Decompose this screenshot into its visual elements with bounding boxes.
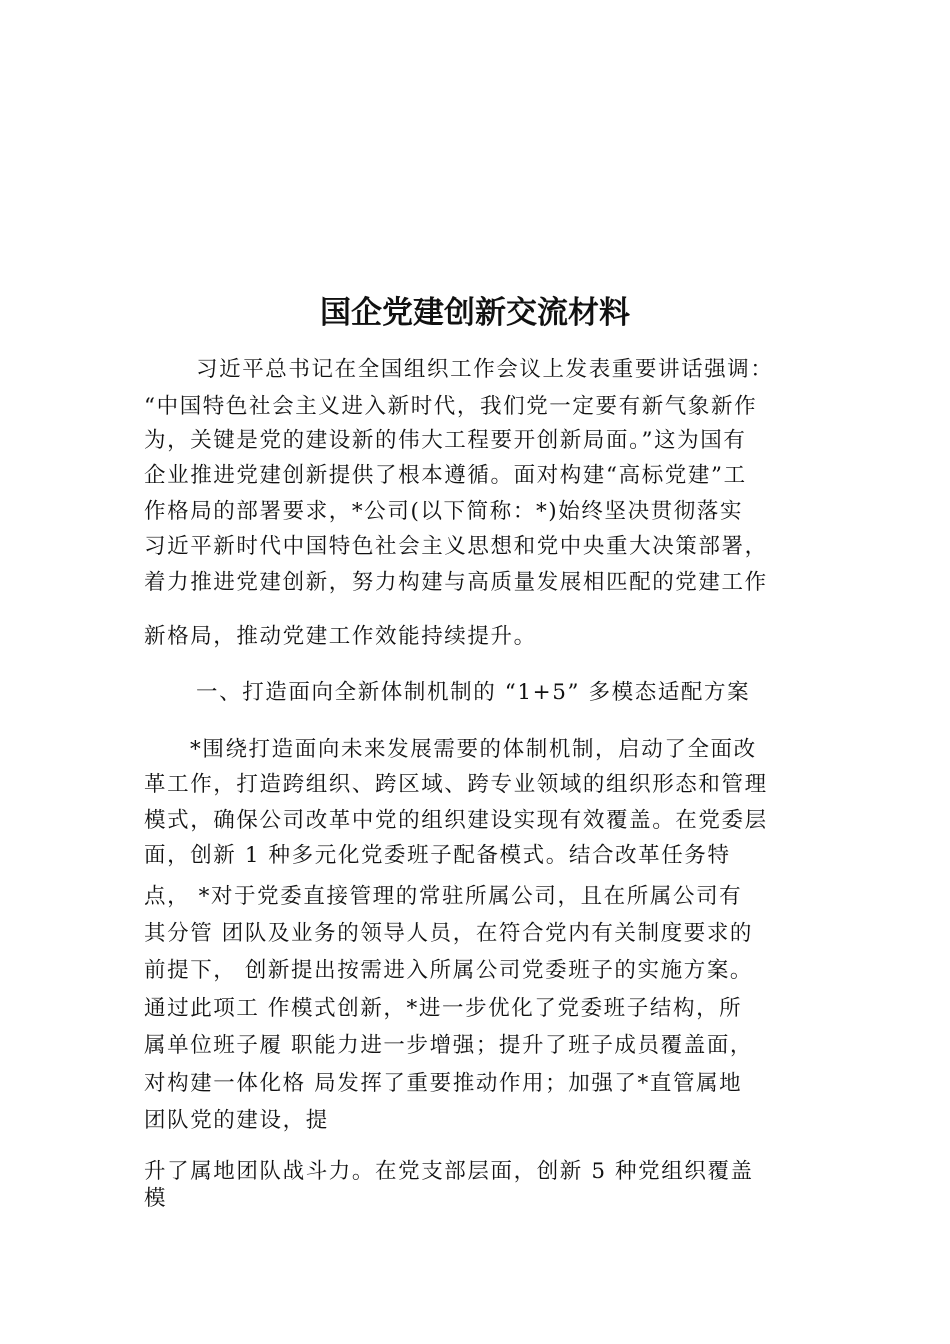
body-line: 革工作，打造跨组织、跨区域、跨专业领域的组织形态和管理 [144,772,768,797]
intro-line: 着力推进党建创新，努力构建与高质量发展相匹配的党建工作 [144,570,768,595]
section-heading: 一、打造面向全新体制机制的 “1+5” 多模态适配方案 [196,680,751,705]
intro-line: 企业推进党建创新提供了根本遵循。面对构建“高标党建”工 [144,463,747,488]
document-title: 国企党建创新交流材料 [320,295,630,331]
body-line: 点， *对于党委直接管理的常驻所属公司，且在所属公司有 [144,884,743,909]
intro-line: 作格局的部署要求，*公司(以下简称：*)始终坚决贯彻落实 [144,499,744,524]
intro-line: 新格局，推动党建工作效能持续提升。 [144,624,537,649]
body-line: 通过此项工 作模式创新，*进一步优化了党委班子结构，所 [144,996,743,1021]
intro-line: “中国特色社会主义进入新时代，我们党一定要有新气象新作 [144,394,758,419]
body-line: 其分管 团队及业务的领导人员，在符合党内有关制度要求的 [144,921,754,946]
body-line: 团队党的建设，提 [144,1108,329,1133]
body-line: 模式，确保公司改革中党的组织建设实现有效覆盖。在党委层 [144,808,768,833]
body-line: 对构建一体化格 局发挥了重要推动作用；加强了*直管属地 [144,1071,743,1096]
body-line: 模 [144,1186,168,1211]
body-line: 属单位班子履 职能力进一步增强；提升了班子成员覆盖面， [144,1033,754,1058]
body-line: 前提下， 创新提出按需进入所属公司党委班子的实施方案。 [144,958,754,983]
body-line: 面，创新 1 种多元化党委班子配备模式。结合改革任务特 [144,843,731,868]
intro-line: 为，关键是党的建设新的伟大工程要开创新局面。”这为国有 [144,428,747,453]
intro-line: 习近平总书记在全国组织工作会议上发表重要讲话强调： [196,357,774,382]
body-line: 升了属地团队战斗力。在党支部层面，创新 5 种党组织覆盖 [144,1159,754,1184]
intro-line: 习近平新时代中国特色社会主义思想和党中央重大决策部署， [144,534,768,559]
body-line: *围绕打造面向未来发展需要的体制机制，启动了全面改 [190,737,757,762]
